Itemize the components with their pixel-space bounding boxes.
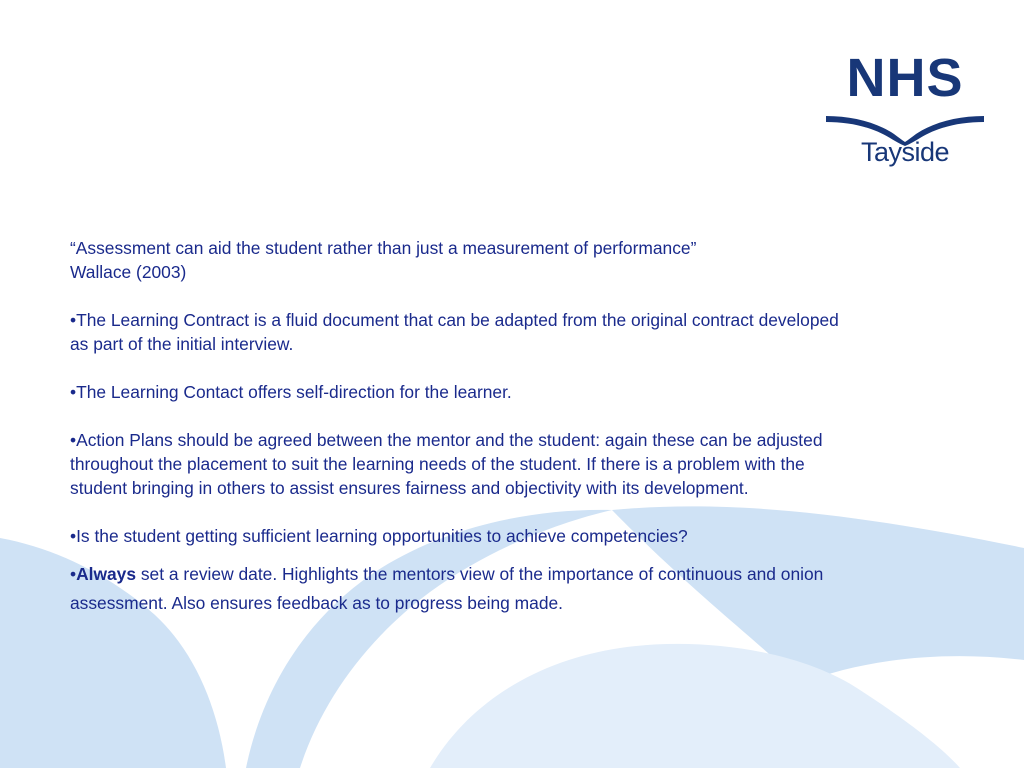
slide-content [70,236,860,618]
quote-text: “Assessment can aid the student rather than just a measurement of performance” [70,238,697,258]
bullet-self-direction: •The Learning Contact offers self-direction for the learner. [70,382,512,402]
bullet-action-plans: •Action Plans should be agreed between the mentor and the student: again these can be adjusted throughout the placement to suit the learning needs of the student. If there is a problem with the student bringing in others to assist ensures fairness and objectivity with its development. [70,430,823,498]
bullet-review-date [70,560,860,618]
bullet-learning-contract: •The Learning Contract is a fluid document that can be adapted from the original contract developed as part of the initial interview. [70,310,839,354]
logo-region-name: Tayside [860,137,950,167]
background-wave-bottom-right [430,644,960,768]
logo-brand-text: NHS [846,48,964,108]
bullet-emphasis: Always [76,564,137,584]
quote-citation: Wallace (2003) [70,262,187,282]
bullet-review-text: set a review date. Highlights the mentors view of the importance of continuous and onion assessment. Also ensures feedback as to progress being made. [70,564,824,613]
bullet-learning-opportunities: •Is the student getting sufficient learning opportunities to achieve competencies? [70,526,688,546]
bullet-marker: • [70,564,77,584]
nhs-tayside-logo [820,50,990,172]
